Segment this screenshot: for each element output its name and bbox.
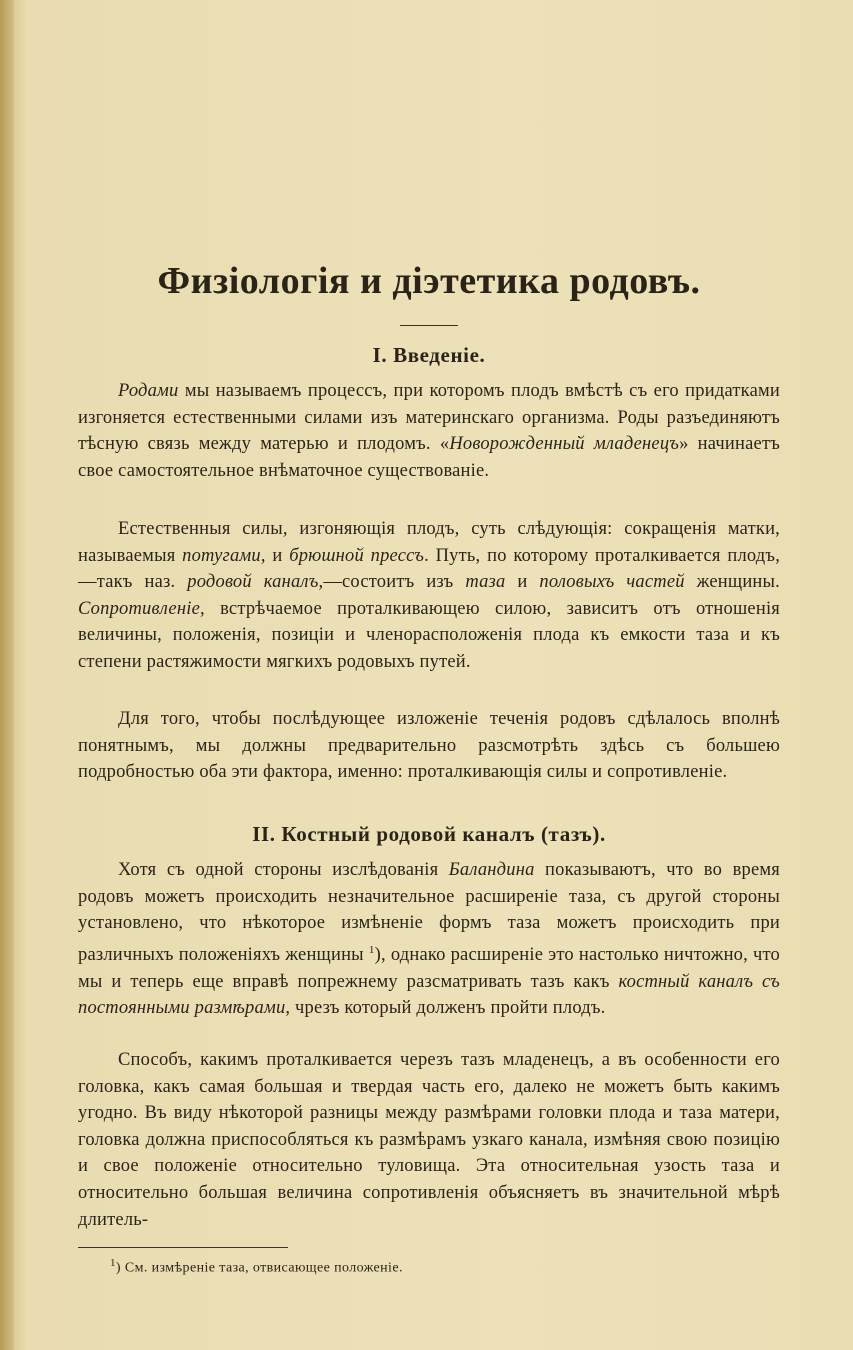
- text: , встрѣчаемое проталкивающею силою, зависитъ отъ отношенія величины, положенія, позиціи и членорасположенія плода къ емкости таза и къ степени растяжимости мягкихъ родовыхъ путей.: [78, 598, 780, 672]
- paragraph-4: [78, 857, 780, 1022]
- text: Естественныя силы, изгоняющія плодъ, суть слѣдующія: сокращенія матки, называемыя: [78, 519, 780, 566]
- paragraph-2: [78, 516, 780, 676]
- chapter-title: Физіологія и діэтетика родовъ.: [157, 260, 701, 302]
- footnote-divider: [78, 1247, 288, 1248]
- emphasis: Новорожденный младенецъ: [449, 434, 680, 455]
- text: . Путь, по которому проталкивается плодъ,—такъ наз.: [78, 545, 781, 593]
- section-heading-introduction: I. Введеніе.: [372, 343, 486, 367]
- emphasis: половыхъ частей: [539, 572, 685, 593]
- paragraph-1: [78, 378, 780, 484]
- emphasis: Родами: [118, 381, 179, 401]
- text: показываютъ, что во время родовъ можетъ происходить незначительное расширеніе таза, съ другой стороны установлено, что нѣкоторое измѣненіе формъ таза можетъ происходить при различныхъ положеніяхъ женщины: [78, 860, 780, 965]
- emphasis: Сопротивленіе: [78, 598, 200, 619]
- text: мы называемъ процессъ, при которомъ плодъ вмѣстѣ съ его придатками изгоняется естественными силами изъ материнскаго организма. Роды разъединяютъ тѣсную связь между матерью и плодомъ. «: [78, 381, 780, 455]
- footnote-reference[interactable]: 1: [368, 943, 375, 956]
- footnote-marker: 1: [110, 1257, 116, 1269]
- text: Для того, чтобы послѣдующее изложеніе теченія родовъ сдѣлалось вполнѣ понятнымъ, мы должны предварительно разсмотрѣть здѣсь съ большею подробностью оба эти фактора, именно: проталкивающія силы и сопротивленіе.: [78, 709, 780, 783]
- text: женщины.: [684, 572, 780, 593]
- text: » начинаетъ свое самостоятельное внѣматочное существованіе.: [78, 434, 781, 481]
- emphasis: родовой каналъ: [187, 572, 319, 593]
- emphasis: Баландина: [448, 860, 535, 880]
- text: Хотя съ одной стороны изслѣдованія: [118, 860, 449, 880]
- emphasis: потугами: [182, 545, 261, 566]
- paragraph-5: [78, 1047, 780, 1233]
- text: ), однако расширеніе это настолько ничтожно, что мы и теперь еще вправѣ попрежнему разсматривать тазъ какъ: [78, 944, 781, 992]
- book-spine-shadow: [0, 0, 14, 1350]
- emphasis: брюшной прессъ: [289, 545, 425, 566]
- text: , и: [260, 545, 290, 566]
- text: ,—состоитъ изъ: [318, 572, 466, 593]
- emphasis: костный каналъ съ постоянными размѣрами: [78, 971, 780, 1019]
- text: и: [505, 572, 540, 593]
- text: , чрезъ который долженъ пройти плодъ.: [285, 998, 606, 1019]
- emphasis: таза: [465, 572, 506, 593]
- footnote-text: ) См. измѣреніе таза, отвисающее положеніе.: [115, 1260, 403, 1276]
- text: Способъ, какимъ проталкивается черезъ тазъ младенецъ, а въ особенности его головка, какъ самая большая и твердая часть его, далеко не можетъ быть какимъ угодно. Въ виду нѣкоторой разницы между размѣрами головки плода и таза матери, головка должна приспособляться къ размѣрамъ узкаго канала, измѣняя свою позицію и свое положеніе относительно туловища. Эта относительная узость таза и относительно большая величина сопротивленія объясняетъ въ значительной мѣрѣ длитель-: [78, 1050, 780, 1230]
- title-divider: [400, 325, 458, 326]
- footnote: [110, 1253, 403, 1279]
- section-heading-bony-canal: II. Костный родовой каналъ (тазъ).: [252, 822, 606, 846]
- paragraph-3: [78, 706, 780, 786]
